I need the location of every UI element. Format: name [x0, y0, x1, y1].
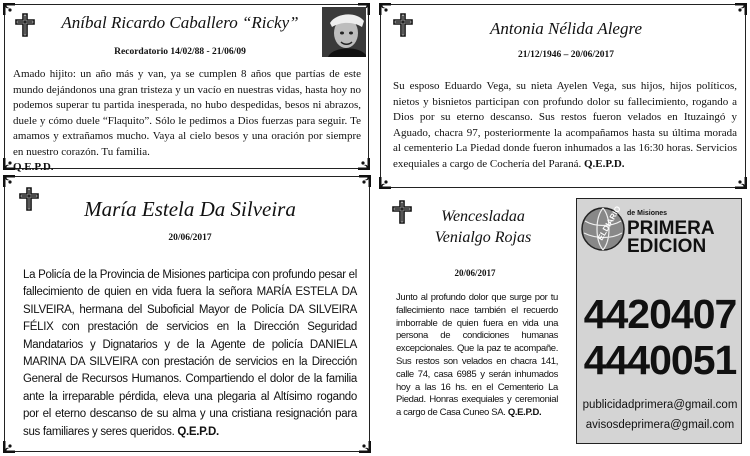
primera-edicion-logo — [581, 203, 737, 255]
obituary-notice-alegre — [380, 4, 746, 188]
corner-ornament-icon — [735, 177, 747, 189]
notice-dates: 20/06/2017 — [454, 268, 496, 278]
ad-email-1: publicidadprimera@gmail.com — [582, 399, 738, 411]
notice-dates: 20/06/2017 — [168, 233, 212, 243]
ad-email-2: avisosdeprimera@gmail.com — [585, 419, 735, 431]
primera-edicion-ad — [576, 198, 742, 444]
obituary-notice-da-silveira — [4, 176, 370, 452]
cross-icon — [15, 13, 35, 37]
notice-dates: 21/12/1946 – 20/06/2017 — [517, 50, 615, 60]
corner-ornament-icon — [3, 175, 15, 187]
corner-ornament-icon — [735, 3, 747, 15]
cross-icon — [393, 13, 413, 37]
notice-closing: Q.E.P.D. — [177, 425, 219, 438]
notice-closing: Q.E.P.D. — [584, 157, 625, 170]
ad-phone-1: 4420407 — [583, 291, 737, 337]
svg-text:de Misiones: de Misiones — [627, 210, 668, 217]
corner-ornament-icon — [3, 441, 15, 453]
svg-text:EDICION: EDICION — [627, 236, 707, 255]
notice-closing: Q.E.P.D. — [507, 407, 542, 419]
cross-icon — [19, 187, 39, 211]
notice-text: Su esposo Eduardo Vega, su nieta Ayelen Vega, sus hijos, hijos políticos, nietos y bisnietos participan con profundo dolor su fallecimiento, rogando a Dios por su eterno descanso. Sus restos fueron velados en Ituzaingó y Aguado, chacra 97, posteriormente la acompañamos hasta su última morada al cementerio La Piedad donde fueron inhumados a las 16:30 horas. Servicios exequiales a cargo de Cochería del Paraná. Q.E.P.D. — [393, 80, 737, 170]
svg-text:PRIMERA: PRIMERA — [627, 218, 715, 239]
notice-text: Junto al profundo dolor que surge por tu fallecimiento nace también el recuerdo imborrable de quien fuera en vida una persona de condiciones humanas excepcionales. Que la paz te acompañe. Sus restos son velados en chacra 141, calle 74, casa 6985 y serán inhumados hoy a las 16 hs. en el Cementerio La Piedad. Honras exequiales y ceremonial a cargo de Casa Cuneo SA. Q.E.P.D. — [396, 292, 558, 419]
notice-closing: Q.E.P.D. — [13, 161, 54, 173]
obituary-notice-caballero — [4, 4, 369, 173]
notice-dates: Recordatorio 14/02/88 - 21/06/09 — [114, 47, 246, 57]
corner-ornament-icon — [3, 3, 15, 15]
deceased-name: Aníbal Ricardo Caballero “Ricky” — [61, 13, 299, 32]
notice-text: La Policía de la Provincia de Misiones participa con profundo pesar el fallecimiento de quien en vida fuera la señora MARÍA ESTELA DA SILVEIRA, hermana del Suboficial Mayor de Policía DA SILVEIRA FÉLIX con prestación de servicios en la Dirección Seguridad Mandatarios y Dignatarios y de la Agente de policía DANIELA MARINA DA SILVEIRA con prestación de servicios en la Dirección General de Recursos Humanos. Compartiendo el dolor de la familia ante la irreparable pérdida, eleva una plegaria al Altísimo rogando por el eterno descanso de su alma y una cristiana resignación para sus familiares y seres queridos. Q.E.P.D. — [23, 269, 357, 438]
ad-phone-2: 4440051 — [583, 337, 737, 383]
corner-ornament-icon — [359, 441, 371, 453]
deceased-photo — [322, 7, 366, 57]
svg-text:ELDIARIO: ELDIARIO — [595, 204, 623, 243]
deceased-name: Wencesladaa Venialgo Rojas — [434, 208, 532, 246]
obituary-notice-venialgo — [380, 194, 570, 452]
deceased-name: María Estela Da Silveira — [84, 197, 296, 221]
corner-ornament-icon — [379, 3, 391, 15]
corner-ornament-icon — [359, 175, 371, 187]
notice-text: Amado hijito: un año más y van, ya se cumplen 8 años que partías de este mundo dejándonos una gran tristeza y un vacío en nuestras vidas, hasta hoy no podemos superar tu partida inesperada, no hubo despedidas, besos ni abrazos, duele y cómo duele “Flaquito”. Sólo le pedimos a Dios fuerzas para seguir. Te amamos y extrañamos mucho. Vaya al cielo besos y una oración por siempre en nuestro corazón. Tu familia. Q.E.P.D. — [13, 68, 361, 173]
corner-ornament-icon — [379, 177, 391, 189]
deceased-name: Antonia Nélida Alegre — [489, 19, 643, 38]
